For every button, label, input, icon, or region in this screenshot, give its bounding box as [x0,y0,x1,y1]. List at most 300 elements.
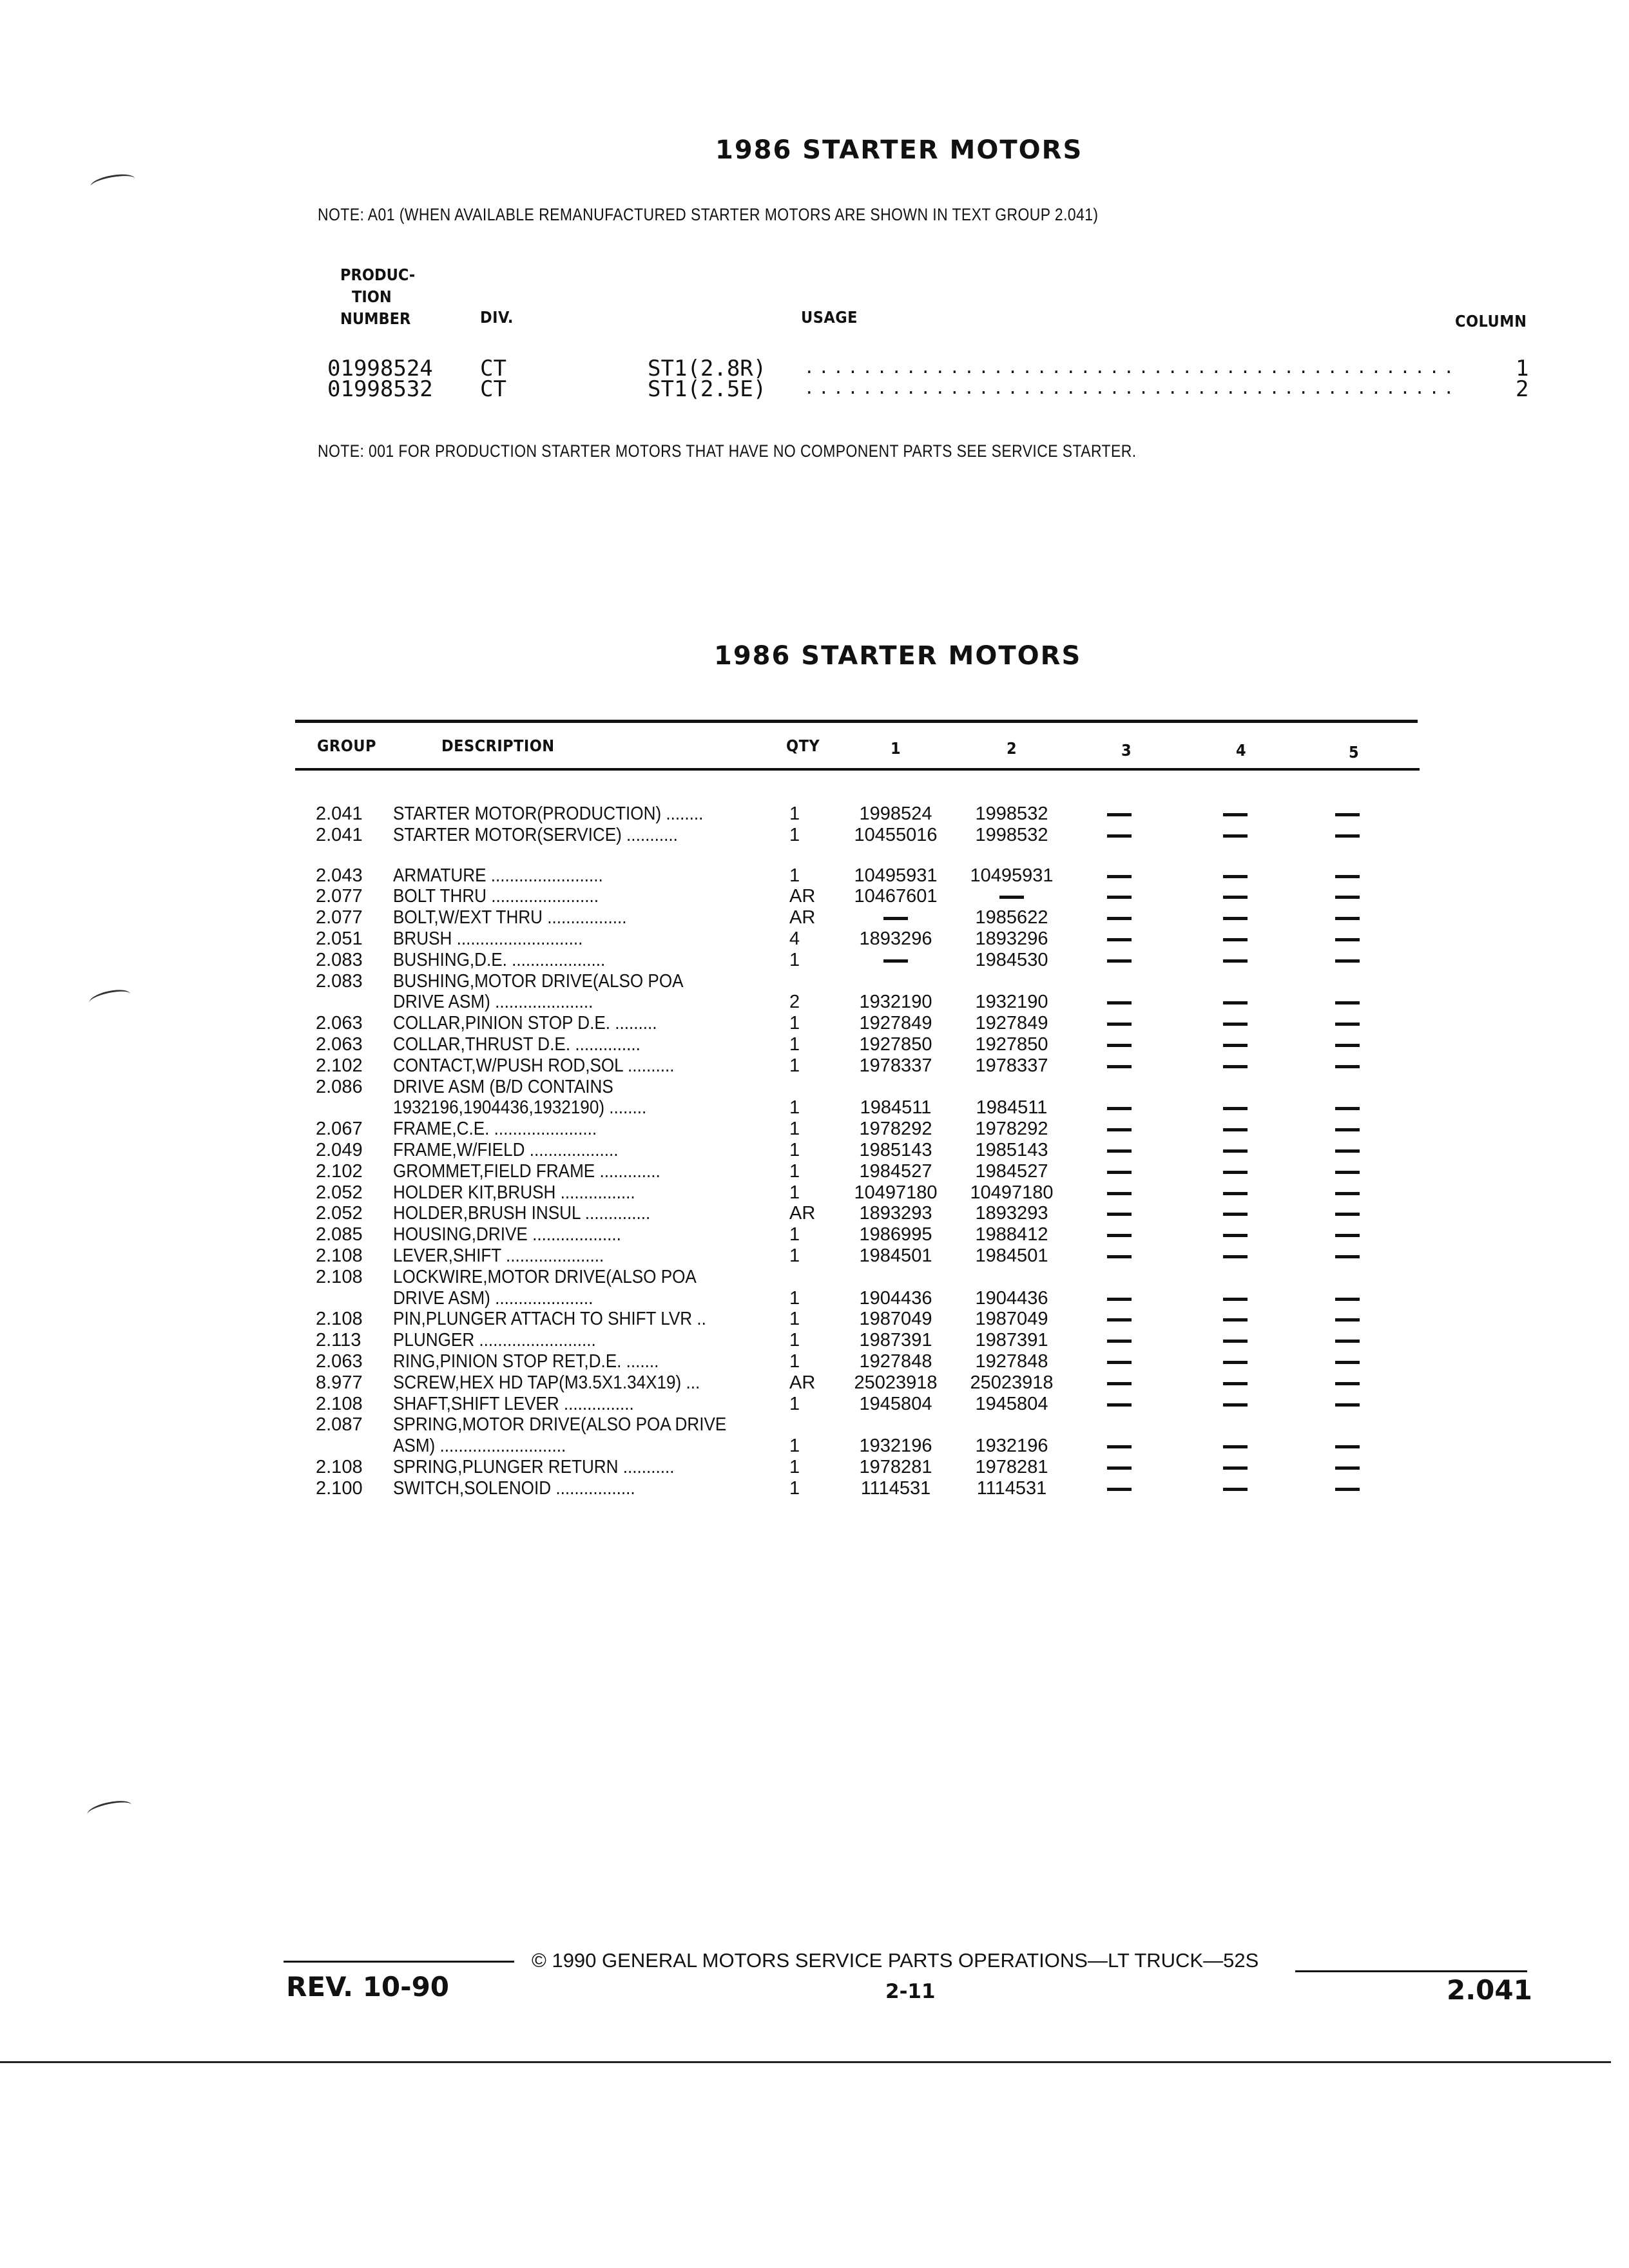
not-applicable-dash [883,959,908,963]
part-number-column-2: 10495931 [970,865,1054,886]
group-number: 8.977 [316,1372,363,1393]
column-4-empty-dash [1223,875,1248,878]
part-number-column-2: 1984501 [975,1245,1048,1266]
part-number-column-2: 1978292 [975,1119,1048,1140]
column-3-empty-dash [1107,1234,1132,1237]
part-description: HOLDER,BRUSH INSUL .............. [393,1203,651,1224]
column-5-empty-dash [1335,1466,1360,1470]
group-number: 2.041 [316,803,363,824]
quantity: AR [789,886,816,907]
part-description: SPRING,PLUNGER RETURN ........... [393,1457,675,1477]
punch-mark-top [90,171,137,194]
group-number: 2.051 [316,928,363,949]
column-4-empty-dash [1223,1001,1248,1004]
part-number-column-1: 1984511 [860,1097,932,1119]
table-row [0,803,1629,825]
part-number-column-1: 10497180 [854,1182,938,1203]
column-3-empty-dash [1107,834,1132,838]
column-4-empty-dash [1223,834,1248,838]
usage-code: ST1(2.5E) [648,376,767,402]
column-5-empty-dash [1335,1382,1360,1385]
part-number-column-1: 1927849 [859,1013,932,1034]
column-5-empty-dash [1335,1149,1360,1153]
quantity: 1 [789,1140,800,1160]
part-number-column-2: 1998532 [975,824,1048,845]
part-number-column-1: 1986995 [859,1224,932,1245]
part-number-column-1: 1927848 [859,1351,932,1372]
column-3-empty-dash [1107,938,1132,941]
column-4-empty-dash [1223,959,1248,963]
part-number-column-1 [831,950,960,971]
table-row [0,865,1629,887]
note-001: NOTE: 001 FOR PRODUCTION STARTER MOTORS THAT HAVE NO COMPONENT PARTS SEE SERVICE STARTER. [318,441,1137,461]
column-3-empty-dash [1107,1001,1132,1004]
column-1-header: 1 [891,739,901,758]
header-line-number: NUMBER [340,309,411,328]
column-3-empty-dash [1107,1171,1132,1174]
table-row [0,1309,1629,1330]
note-a01: NOTE: A01 (WHEN AVAILABLE REMANUFACTURED STARTER MOTORS ARE SHOWN IN TEXT GROUP 2.041) [318,205,1099,224]
quantity: 4 [789,928,800,949]
section2-title: 1986 STARTER MOTORS [714,641,1082,671]
column-4-empty-dash [1223,938,1248,941]
not-applicable-dash [999,896,1024,899]
part-number-column-2: 1985622 [975,907,1048,928]
table-row [0,1140,1629,1161]
part-description: BOLT THRU ....................... [393,886,599,907]
quantity: 1 [789,1351,800,1372]
part-description: BOLT,W/EXT THRU ................. [393,907,627,928]
part-description: DRIVE ASM) ..................... [393,1287,593,1309]
column-4-empty-dash [1223,1023,1248,1026]
column-4-empty-dash [1223,813,1248,816]
part-description: LEVER,SHIFT ..................... [393,1245,604,1266]
part-description: SPRING,MOTOR DRIVE(ALSO POA DRIVE [393,1414,727,1436]
punch-mark-bottom [86,1798,133,1821]
part-number-column-2: 1984530 [975,949,1048,970]
table-row [0,1436,1629,1457]
column-5-empty-dash [1335,1001,1360,1004]
column-3-empty-dash [1107,1318,1132,1321]
header-line-produc: PRODUC- [340,265,416,284]
column-4-empty-dash [1223,1107,1248,1110]
quantity: 1 [789,865,800,886]
group-number: 2.102 [316,1055,363,1076]
column-5-empty-dash [1335,1128,1360,1131]
column-4-empty-dash [1223,1361,1248,1364]
column-5-empty-dash [1335,1488,1360,1491]
group-number: 2.087 [316,1414,363,1436]
quantity: 1 [789,1013,800,1034]
column-3-empty-dash [1107,1044,1132,1047]
part-number-column-1: 1114531 [860,1477,931,1499]
part-number-column-2 [947,886,1076,907]
table-row [0,971,1629,992]
column-4-empty-dash [1223,1044,1248,1047]
division: CT [480,376,506,402]
column-4-empty-dash [1223,1149,1248,1153]
table-row [0,1267,1629,1288]
part-number-column-2: 1114531 [976,1477,1047,1499]
part-description: BRUSH ........................... [393,928,583,949]
group-number: 2.108 [316,1266,363,1287]
group-number: 2.077 [316,907,363,928]
column-5-empty-dash [1335,1318,1360,1321]
table-row [0,1330,1629,1351]
group-number: 2.083 [316,970,363,992]
column-5-empty-dash [1335,1298,1360,1301]
column-3-empty-dash [1107,813,1132,816]
table-row [0,1203,1629,1224]
section1-title: 1986 STARTER MOTORS [715,135,1083,165]
part-description: HOLDER KIT,BRUSH ................ [393,1182,635,1203]
column-2-header: 2 [1007,739,1017,758]
part-number-column-2: 1945804 [975,1393,1048,1414]
quantity: 1 [789,1224,800,1245]
part-number-column-1: 10467601 [854,886,938,907]
not-applicable-dash [883,917,908,920]
group-number: 2.108 [316,1245,363,1266]
group-number: 2.077 [316,886,363,907]
quantity: 1 [789,1330,800,1351]
table-row [0,1457,1629,1478]
column-5-empty-dash [1335,1065,1360,1068]
quantity: 2 [789,992,800,1013]
column-3-empty-dash [1107,1340,1132,1343]
column-3-empty-dash [1107,1128,1132,1131]
quantity: 1 [789,1119,800,1140]
part-number-column-1: 1985143 [859,1140,932,1160]
column-5-empty-dash [1335,938,1360,941]
bottom-scan-rule [0,2061,1611,2063]
quantity: 1 [789,1287,800,1309]
part-number-column-1: 1978292 [859,1119,932,1140]
column-5-empty-dash [1335,1023,1360,1026]
quantity: 1 [789,1055,800,1076]
table-row [0,1394,1629,1415]
division: CT [480,356,506,381]
part-description: GROMMET,FIELD FRAME ............. [393,1160,660,1182]
column-4-empty-dash [1223,1318,1248,1321]
part-description: STARTER MOTOR(SERVICE) ........... [393,824,678,845]
column-4-empty-dash [1223,1382,1248,1385]
part-number-column-1: 1893293 [859,1203,932,1224]
table-row [0,1097,1629,1119]
part-description: SWITCH,SOLENOID ................. [393,1477,635,1499]
footer-right-rule [1295,1970,1527,1972]
group-number: 2.086 [316,1076,363,1097]
table-row [0,1224,1629,1245]
part-number-column-2: 1904436 [975,1287,1048,1309]
column-5-empty-dash [1335,1192,1360,1195]
group-number: 2.100 [316,1477,363,1499]
part-number-column-2: 25023918 [970,1372,1054,1393]
leader-dots: ............................................. [804,358,1458,378]
part-number-column-2: 1987049 [975,1309,1048,1330]
column-3-empty-dash [1107,1107,1132,1110]
column-3-empty-dash [1107,1149,1132,1153]
column-3-empty-dash [1107,1382,1132,1385]
part-description: COLLAR,THRUST D.E. .............. [393,1034,641,1055]
part-number-column-2: 1998532 [975,803,1048,824]
column-3-empty-dash [1107,875,1132,878]
column-4-empty-dash [1223,1192,1248,1195]
qty-header: QTY [786,736,820,755]
part-description: SHAFT,SHIFT LEVER ............... [393,1393,634,1414]
table-row [0,1288,1629,1309]
group-number: 2.085 [316,1224,363,1245]
column-3-empty-dash [1107,1361,1132,1364]
column-5-empty-dash [1335,1403,1360,1407]
column-3-empty-dash [1107,1065,1132,1068]
table-top-rule [295,720,1418,723]
description-header: DESCRIPTION [441,736,555,755]
column-3-empty-dash [1107,1488,1132,1491]
column-5-empty-dash [1335,1044,1360,1047]
column-4-empty-dash [1223,1234,1248,1237]
column-number: 1 [1516,356,1529,381]
footer-page-number: 2-11 [885,1980,936,2003]
usage-header: USAGE [801,308,858,327]
group-number: 2.063 [316,1034,363,1055]
table-row [0,992,1629,1013]
part-number-column-1: 1945804 [859,1393,932,1414]
table-row [0,1013,1629,1034]
column-4-empty-dash [1223,1445,1248,1448]
column-3-header: 3 [1121,741,1132,760]
group-number: 2.049 [316,1140,363,1160]
quantity: 1 [789,1457,800,1477]
quantity: AR [789,907,816,928]
group-number: 2.052 [316,1182,363,1203]
quantity: 1 [789,1097,800,1119]
column-3-empty-dash [1107,1255,1132,1258]
column-4-header: 4 [1236,741,1247,760]
group-number: 2.067 [316,1119,363,1140]
column-5-empty-dash [1335,813,1360,816]
column-4-empty-dash [1223,1213,1248,1216]
part-number-column-1: 1987049 [859,1309,932,1330]
part-number-column-2: 1927848 [975,1351,1048,1372]
group-number: 2.043 [316,865,363,886]
part-number-column-2: 1978281 [975,1457,1048,1477]
column-5-empty-dash [1335,1361,1360,1364]
column-3-empty-dash [1107,1466,1132,1470]
quantity: AR [789,1203,816,1224]
part-number-column-1: 1932196 [859,1436,932,1457]
part-number-column-1: 10495931 [854,865,938,886]
part-number-column-1: 1978281 [859,1457,932,1477]
part-description: ARMATURE ........................ [393,865,603,886]
table-row [0,950,1629,971]
column-5-empty-dash [1335,1234,1360,1237]
column-3-empty-dash [1107,1192,1132,1195]
quantity: 1 [789,949,800,970]
column-5-empty-dash [1335,1171,1360,1174]
header-line-tion: TION [352,287,392,306]
leader-dots: ............................................. [804,379,1458,398]
group-number: 2.063 [316,1351,363,1372]
part-number-column-1: 1984501 [859,1245,932,1266]
group-number: 2.108 [316,1309,363,1330]
table-row [0,1055,1629,1077]
column-5-empty-dash [1335,1213,1360,1216]
part-description: HOUSING,DRIVE ................... [393,1224,621,1245]
part-number-column-2: 1932196 [975,1436,1048,1457]
group-number: 2.052 [316,1203,363,1224]
table-row [0,907,1629,928]
column-4-empty-dash [1223,1466,1248,1470]
quantity: 1 [789,1393,800,1414]
table-row [0,1372,1629,1394]
part-number-column-2: 1987391 [975,1330,1048,1351]
part-number-column-1: 1932190 [859,992,932,1013]
column-3-empty-dash [1107,1445,1132,1448]
quantity: 1 [789,1309,800,1330]
production-number-header [340,264,415,330]
quantity: 1 [789,1245,800,1266]
quantity: 1 [789,1436,800,1457]
part-number-column-2: 1984511 [976,1097,1048,1119]
part-description: PLUNGER ......................... [393,1330,596,1351]
column-5-empty-dash [1335,1255,1360,1258]
production-number: 01998532 [327,376,433,402]
part-description: BUSHING,D.E. .................... [393,949,606,970]
part-number-column-1: 1893296 [859,928,932,949]
part-number-column-1: 1904436 [859,1287,932,1309]
usage-code: ST1(2.8R) [648,356,767,381]
part-description: DRIVE ASM (B/D CONTAINS [393,1076,613,1097]
part-number-column-1: 1984527 [859,1160,932,1182]
part-number-column-2: 1893296 [975,928,1048,949]
column-3-empty-dash [1107,917,1132,920]
column-3-empty-dash [1107,959,1132,963]
column-3-empty-dash [1107,896,1132,899]
column-4-empty-dash [1223,917,1248,920]
column-4-empty-dash [1223,1255,1248,1258]
part-description: FRAME,C.E. ...................... [393,1119,597,1140]
table-row [0,825,1629,846]
column-number: 2 [1516,376,1529,402]
column-4-empty-dash [1223,1171,1248,1174]
group-number: 2.083 [316,949,363,970]
column-5-header: 5 [1349,743,1360,762]
table-row [0,1161,1629,1182]
column-5-empty-dash [1335,896,1360,899]
div-header: DIV. [480,308,514,327]
part-description: BUSHING,MOTOR DRIVE(ALSO POA [393,970,684,992]
group-number: 2.102 [316,1160,363,1182]
table-row [0,1351,1629,1372]
quantity: 1 [789,1182,800,1203]
table-row [0,1077,1629,1098]
column-5-empty-dash [1335,917,1360,920]
part-number-column-2: 1932190 [975,992,1048,1013]
column-4-empty-dash [1223,1128,1248,1131]
table-row [0,1245,1629,1267]
group-number: 2.108 [316,1457,363,1477]
part-number-column-2: 1985143 [975,1140,1048,1160]
quantity: 1 [789,1477,800,1499]
part-description: COLLAR,PINION STOP D.E. ......... [393,1013,657,1034]
table-row [0,1478,1629,1499]
table-row [0,1119,1629,1140]
part-description: ASM) ........................... [393,1436,566,1457]
part-number-column-2: 1984527 [975,1160,1048,1182]
column-4-empty-dash [1223,896,1248,899]
part-number-column-1: 25023918 [854,1372,938,1393]
column-3-empty-dash [1107,1298,1132,1301]
table-row [0,1182,1629,1204]
part-description: PIN,PLUNGER ATTACH TO SHIFT LVR .. [393,1309,706,1330]
part-number-column-1: 1998524 [859,803,932,824]
part-number-column-1 [831,907,960,928]
quantity: 1 [789,824,800,845]
part-description: CONTACT,W/PUSH ROD,SOL .......... [393,1055,675,1076]
quantity: 1 [789,1160,800,1182]
column-5-empty-dash [1335,1340,1360,1343]
part-number-column-2: 1927850 [975,1034,1048,1055]
group-header: GROUP [317,736,376,755]
part-number-column-1: 1927850 [859,1034,932,1055]
column-5-empty-dash [1335,875,1360,878]
column-5-empty-dash [1335,959,1360,963]
column-header: COLUMN [1455,312,1527,331]
column-4-empty-dash [1223,1340,1248,1343]
column-4-empty-dash [1223,1403,1248,1407]
table-row [0,928,1629,950]
quantity: 1 [789,1034,800,1055]
quantity: 1 [789,803,800,824]
part-number-column-2: 1978337 [975,1055,1048,1076]
part-number-column-2: 1893293 [975,1203,1048,1224]
table-row [0,886,1629,907]
production-number: 01998524 [327,356,433,381]
footer-copyright: © 1990 GENERAL MOTORS SERVICE PARTS OPERATIONS—LT TRUCK—52S [532,1949,1259,1972]
part-number-column-1: 1987391 [859,1330,932,1351]
column-3-empty-dash [1107,1403,1132,1407]
group-number: 2.108 [316,1393,363,1414]
group-number: 2.063 [316,1013,363,1034]
part-description: DRIVE ASM) ..................... [393,992,593,1013]
footer-revision: REV. 10-90 [286,1971,450,2003]
part-description: LOCKWIRE,MOTOR DRIVE(ALSO POA [393,1266,697,1287]
footer-section-number: 2.041 [1447,1974,1532,2006]
footer-left-rule [284,1961,514,1963]
column-3-empty-dash [1107,1023,1132,1026]
part-description: RING,PINION STOP RET,D.E. ....... [393,1351,659,1372]
part-description: STARTER MOTOR(PRODUCTION) ........ [393,803,704,824]
column-4-empty-dash [1223,1298,1248,1301]
column-4-empty-dash [1223,1488,1248,1491]
table-row [0,1414,1629,1436]
group-number: 2.113 [316,1330,361,1351]
part-number-column-2: 10497180 [970,1182,1054,1203]
quantity: AR [789,1372,816,1393]
part-description: SCREW,HEX HD TAP(M3.5X1.34X19) ... [393,1372,700,1393]
column-5-empty-dash [1335,834,1360,838]
group-number: 2.041 [316,824,363,845]
column-3-empty-dash [1107,1213,1132,1216]
table-header-rule [295,768,1420,771]
column-4-empty-dash [1223,1065,1248,1068]
part-description: 1932196,1904436,1932190) ........ [393,1097,647,1119]
column-5-empty-dash [1335,1107,1360,1110]
part-number-column-2: 1988412 [975,1224,1048,1245]
column-5-empty-dash [1335,1445,1360,1448]
part-description: FRAME,W/FIELD ................... [393,1140,619,1160]
part-number-column-1: 1978337 [859,1055,932,1076]
